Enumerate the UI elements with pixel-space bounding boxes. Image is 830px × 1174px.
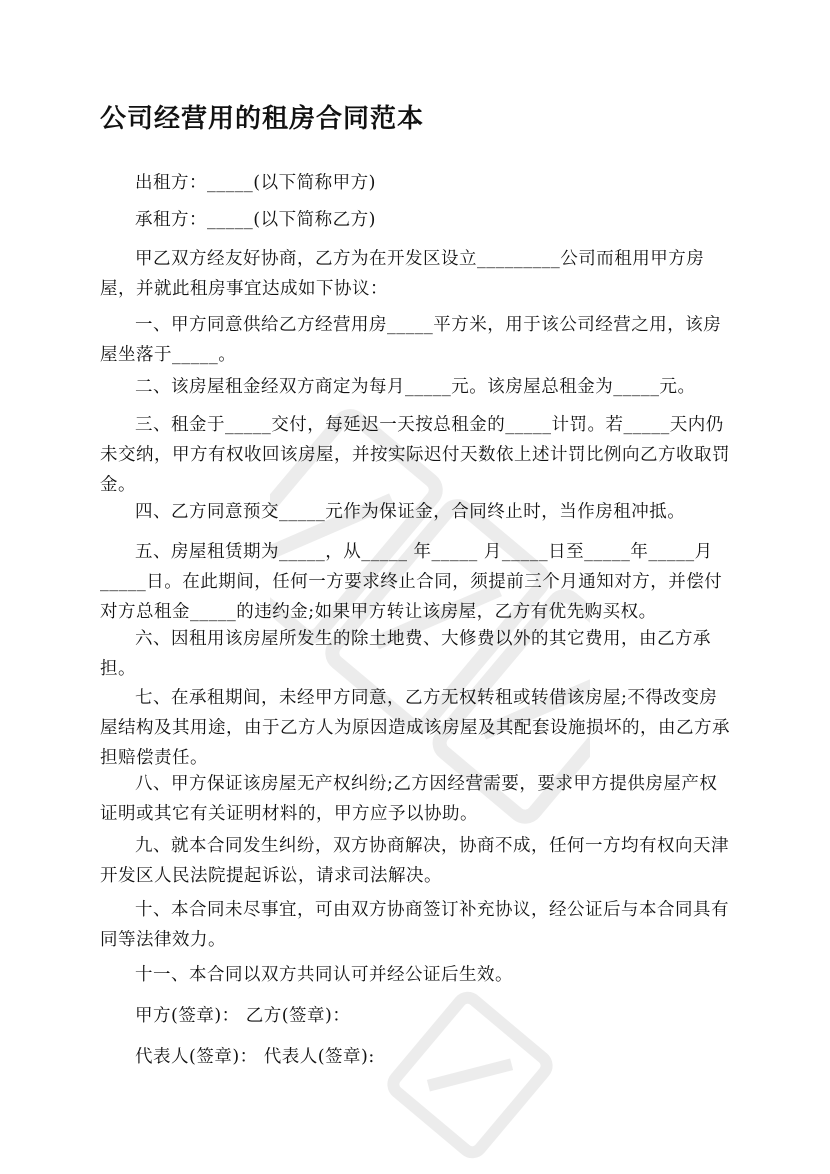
- clause-7: 七、在承租期间，未经甲方同意，乙方无权转租或转借该房屋;不得改变房屋结构及其用途，由于乙方人为原因造成该房屋及其配套设施损坏的，由乙方承担赔偿责任。: [100, 688, 730, 768]
- document-title: 公司经营用的租房合同范本: [100, 104, 425, 134]
- clause-11: 十一、本合同以双方共同认可并经公证后生效。: [135, 965, 513, 985]
- paragraph-lessor: 出租方：_____(以下简称甲方): [135, 173, 376, 193]
- clause-2: 二、该房屋租金经双方商定为每月_____元。该房屋总租金为_____元。: [135, 377, 696, 397]
- clause-10: 十、本合同未尽事宜，可由双方协商签订补充协议，经公证后与本合同具有同等法律效力。: [100, 900, 729, 950]
- clause-3: 三、租金于_____交付，每延迟一天按总租金的_____计罚。若_____天内仍未交纳，甲方有权收回该房屋，并按实际迟付天数依上述计罚比例向乙方收取罚金。: [100, 415, 730, 495]
- signature-parties: 甲方(签章)： 乙方(签章)：: [135, 1006, 351, 1026]
- paragraph-preamble: 甲乙双方经友好协商，乙方为在开发区设立_________公司而租用甲方房屋，并就此租房事宜达成如下协议：: [100, 249, 705, 299]
- clause-1: 一、甲方同意供给乙方经营用房_____平方米，用于该公司经营之用，该房屋坐落于_____。: [100, 315, 722, 365]
- clause-4: 四、乙方同意预交_____元作为保证金，合同终止时，当作房租冲抵。: [135, 502, 686, 522]
- clause-5: 五、房屋租赁期为_____，从_____ 年_____ 月_____日至_____年_____月_____日。在此期间，任何一方要求终止合同，须提前三个月通知对方，并偿付对方总租金_____的违约金;如果甲方转让该房屋，乙方有优先购买权。: [100, 542, 723, 622]
- paragraph-lessee: 承租方：_____(以下简称乙方): [135, 210, 376, 230]
- clause-8: 八、甲方保证该房屋无产权纠纷;乙方因经营需要，要求甲方提供房屋产权证明或其它有关证明材料的，甲方应予以协助。: [100, 774, 718, 824]
- clause-9: 九、就本合同发生纠纷，双方协商解决，协商不成，任何一方均有权向天津开发区人民法院提起诉讼，请求司法解决。: [100, 836, 729, 886]
- clause-6: 六、因租用该房屋所发生的除土地费、大修费以外的其它费用，由乙方承担。: [100, 629, 711, 679]
- signature-representatives: 代表人(签章)： 代表人(签章):: [135, 1047, 375, 1067]
